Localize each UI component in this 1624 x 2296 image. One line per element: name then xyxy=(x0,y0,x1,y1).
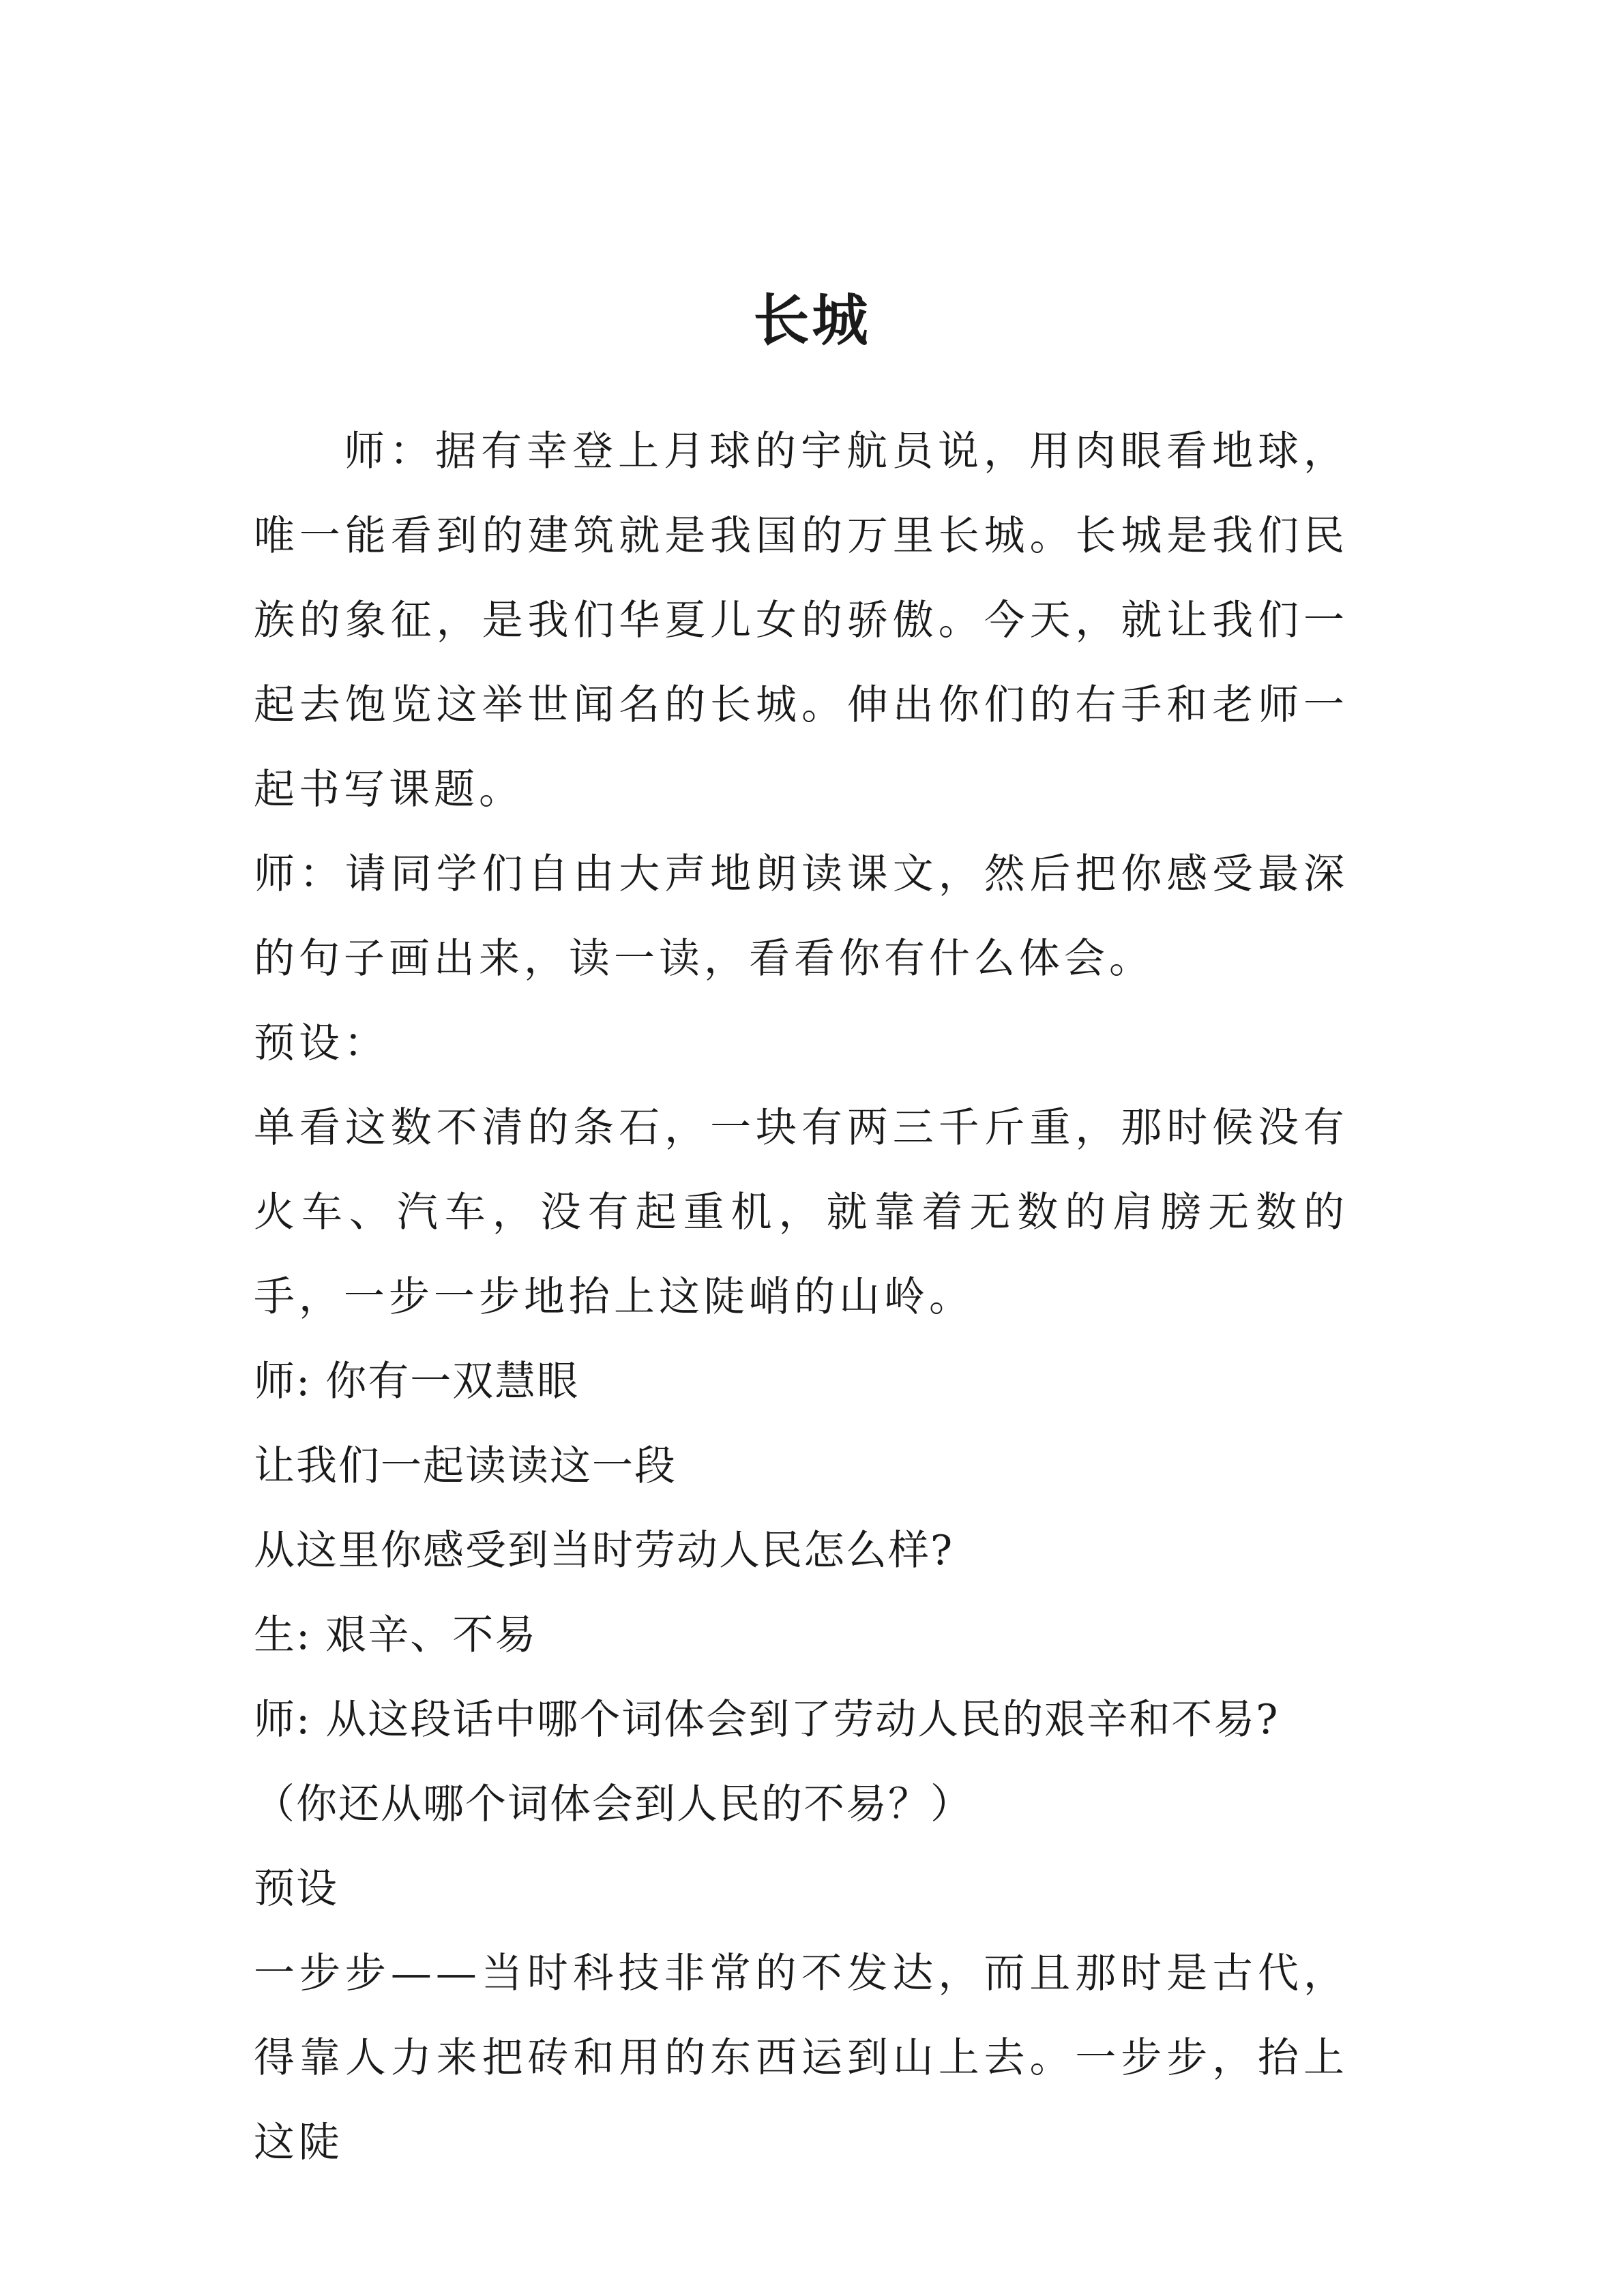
intro-paragraph: 师：据有幸登上月球的宇航员说，用肉眼看地球，唯一能看到的建筑就是我国的万里长城。长城是我们民族的象征，是我们华夏儿女的骄傲。今天，就让我们一起去饱览这举世闻名的长城。伸出你们的右手和老师一起书写课题。 xyxy=(254,428,1348,814)
preset-line: 预设 xyxy=(254,1865,338,1913)
parenthetical-line: （你还从哪个词体会到人民的不易？） xyxy=(254,1780,973,1828)
quoted-text-paragraph: 单看这数不清的条石，一块有两三千斤重，那时候没有火车、汽车，没有起重机，就靠着无数的肩膀无数的手，一步一步地抬上这陡峭的山岭。 xyxy=(254,1104,1348,1321)
instruction-paragraph: 师：请同学们自由大声地朗读课文，然后把你感受最深的句子画出来，读一读，看看你有什么体会。 xyxy=(254,850,1348,983)
text-line: 让我们一起读读这一段 xyxy=(254,1442,677,1490)
document-title: 长城 xyxy=(753,288,871,353)
student-line: 生: 艰辛、不易 xyxy=(254,1611,537,1659)
question-line: 从这里你感受到当时劳动人民怎么样? xyxy=(254,1527,954,1575)
final-paragraph: 一步步——当时科技非常的不发达，而且那时是古代，得靠人力来把砖和用的东西运到山上去。一步步，抬上这陡 xyxy=(254,1950,1348,2166)
teacher-question-line: 师: 从这段话中哪个词体会到了劳动人民的艰辛和不易? xyxy=(254,1696,1280,1744)
teacher-line: 师: 你有一双慧眼 xyxy=(254,1358,580,1405)
preset-label: 预设： xyxy=(254,1019,389,1067)
document-body xyxy=(254,409,1348,2185)
